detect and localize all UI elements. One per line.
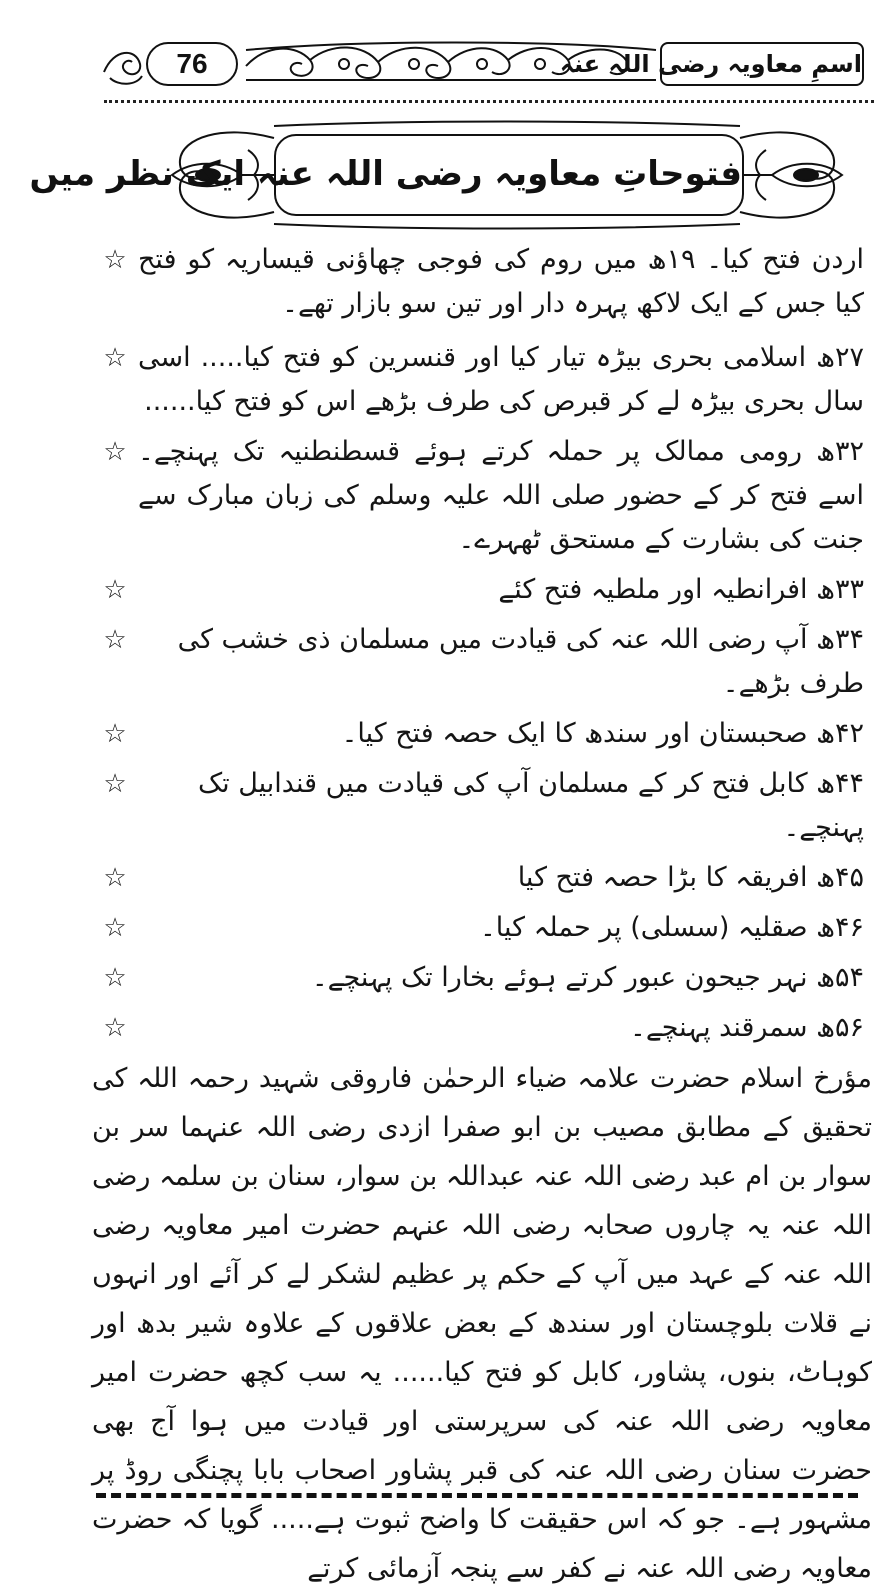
star-bullet-icon: ☆ [103, 863, 127, 893]
star-bullet-icon: ☆ [103, 343, 127, 373]
list-item-text: ۴۴ھ کابل فتح کر کے مسلمان آپ کی قیادت میں قندابیل تک پہنچے۔ [197, 768, 864, 843]
list-item [92, 856, 872, 900]
star-bullet-icon: ☆ [103, 719, 127, 749]
list-item [92, 956, 872, 1000]
running-title: اسمِ معاویہ رضی اللہ عنہ [660, 42, 864, 86]
list-item [92, 568, 872, 612]
footer-divider [96, 1493, 858, 1498]
star-bullet-icon: ☆ [103, 437, 127, 467]
star-bullet-icon: ☆ [103, 1013, 127, 1043]
list-item [92, 336, 872, 424]
list-item [92, 618, 872, 706]
list-item [92, 712, 872, 756]
chapter-title: فتوحاتِ معاویہ رضی اللہ عنہ ایک نظر میں [274, 134, 744, 216]
list-item-text: اردن فتح کیا۔ ۱۹ھ میں روم کی فوجی چھاؤنی قیساریہ کو فتح کیا جس کے ایک لاکھ پہرہ دار اور تین سو بازار تھے۔ [138, 244, 864, 319]
list-item-text: ۵۴ھ نہر جیحون عبور کرتے ہوئے بخارا تک پہنچے۔ [311, 962, 864, 993]
list-item [92, 1006, 872, 1050]
star-bullet-icon: ☆ [103, 913, 127, 943]
star-bullet-icon: ☆ [103, 769, 127, 799]
body-paragraph: مؤرخ اسلام حضرت علامہ ضیاء الرحمٰن فاروقی شہید رحمہ اللہ کی تحقیق کے مطابق مصیب بن ابو صفرا ازدی رضی اللہ عنہما سر بن سوار بن ام عبد رضی اللہ عنہ عبداللہ بن سوار، سنان بن سلمہ رضی اللہ عنہ یہ چاروں صحابہ رضی اللہ عنہم حضرت امیر معاویہ رضی اللہ عنہ کے عہد میں آپ کے حکم پر عظیم لشکر لے کر آئے اور انہوں نے قلات بلوچستان اور سندھ کے بعض علاقوں کے علاوہ شیر بدھ اور کوہاٹ، بنوں، پشاور، کابل کو فتح کیا...... یہ سب کچھ حضرت امیر معاویہ رضی اللہ عنہ کی سرپرستی اور قیادت میں ہوا آج بھی حضرت سنان رضی اللہ عنہ کی قبر پشاور اصحاب بابا پچنگی روڈ پر مشہور ہے۔ جو کہ اس حقیقت کا واضح ثبوت ہے..... گویا کہ حضرت معاویہ رضی اللہ عنہ نے کفر سے پنجہ آزمائی کرتے [92, 1063, 872, 1584]
list-item-text: ۴۵ھ افریقہ کا بڑا حصہ فتح کیا [517, 862, 864, 893]
star-bullet-icon: ☆ [103, 963, 127, 993]
list-item-text: ۵۶ھ سمرقند پہنچے۔ [630, 1012, 864, 1043]
list-item-text: ۴۶ھ صقلیہ (سسلی) پر حملہ کیا۔ [479, 912, 864, 943]
list-item-text: ۴۲ھ صحبستان اور سندھ کا ایک حصہ فتح کیا۔ [341, 718, 864, 749]
page-header [96, 30, 884, 100]
list-item [92, 238, 872, 326]
list-item-text: ۲۷ھ اسلامی بحری بیڑہ تیار کیا اور قنسرین کو فتح کیا..... اسی سال بحری بیڑہ لے کر قبرص کی طرف بڑھے اس کو فتح کیا...... [138, 342, 864, 417]
list-item-text: ۳۳ھ افرانطیہ اور ملطیہ فتح کئے [498, 574, 864, 605]
list-item [92, 430, 872, 562]
list-item [92, 762, 872, 850]
title-plaque [29, 120, 852, 230]
star-bullet-icon: ☆ [103, 245, 127, 275]
list-item [92, 906, 872, 950]
star-bullet-icon: ☆ [103, 625, 127, 655]
header-divider [104, 100, 874, 103]
page-number: 76 [146, 42, 238, 86]
list-item-text: ۳۴ھ آپ رضی اللہ عنہ کی قیادت میں مسلمان ذی خشب کی طرف بڑھے۔ [177, 624, 864, 699]
main-content [92, 238, 872, 1593]
list-item-text: ۳۲ھ رومی ممالک پر حملہ کرتے ہوئے قسطنطنیہ تک پہنچے۔ اسے فتح کر کے حضور صلی اللہ علیہ وسلم کی زبان مبارک سے جنت کی بشارت کے مستحق ٹھہرے۔ [138, 436, 864, 555]
star-bullet-icon: ☆ [103, 575, 127, 605]
